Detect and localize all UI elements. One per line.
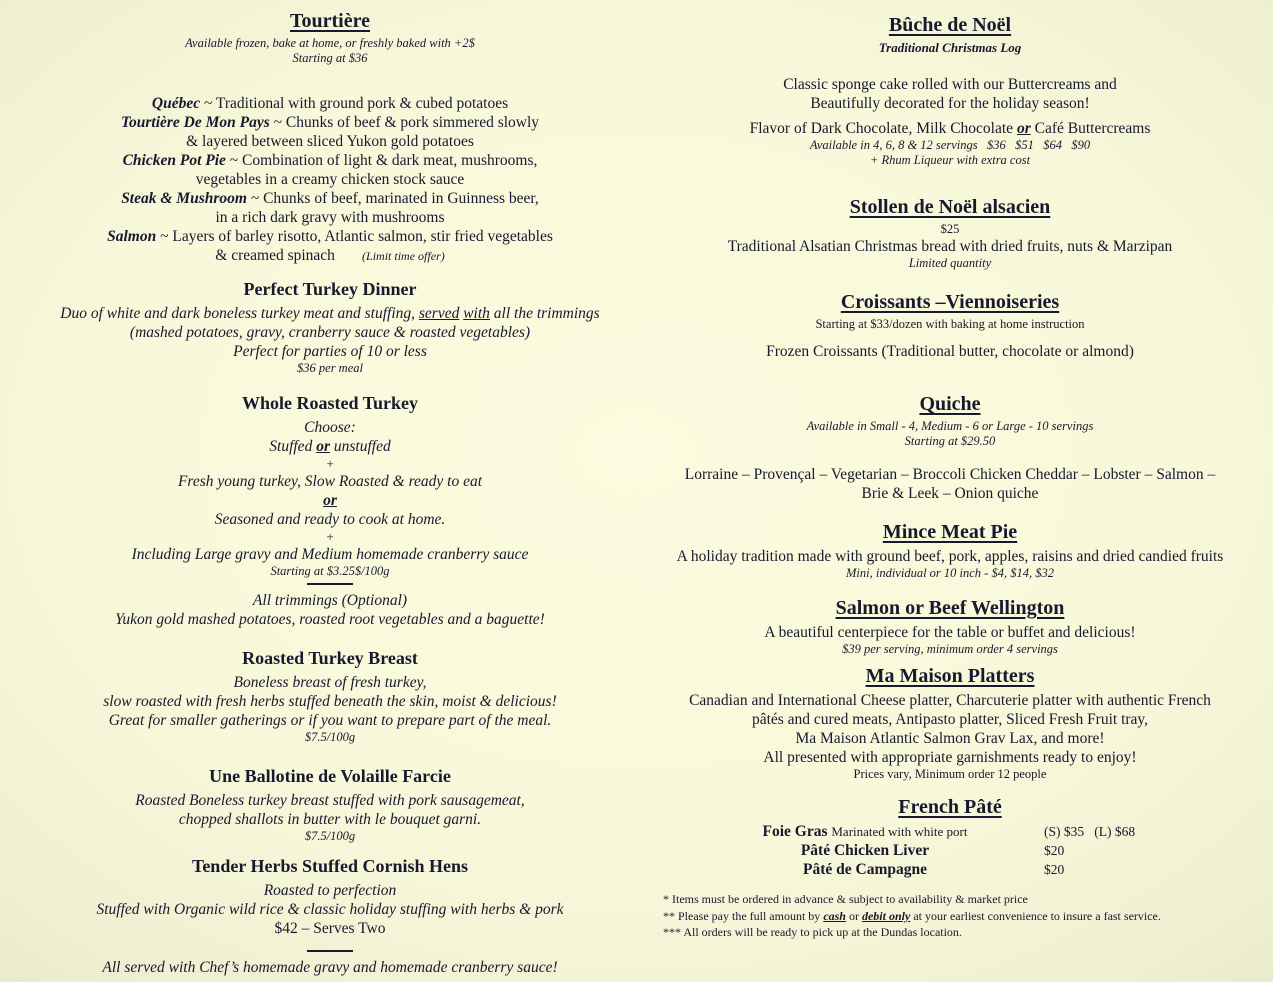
menu-line: Canadian and International Cheese platter, Charcuterie platter with authentic French <box>689 692 1211 709</box>
menu-line: $36 per meal <box>297 361 363 375</box>
menu-line <box>28 151 632 170</box>
menu-section-ma-maison-platters <box>645 663 1255 782</box>
menu-section-mince-meat-pie <box>645 519 1255 581</box>
section-title-text: Bûche de Noël <box>888 14 1012 36</box>
menu-line: + Rhum Liqueur with extra cost <box>869 153 1031 167</box>
menu-section-ballotine-volaille-farcie <box>28 763 632 844</box>
section-title <box>645 519 1255 547</box>
menu-line: Beautifully decorated for the holiday season! <box>810 95 1090 112</box>
menu-line: *** All orders will be ready to pick up at the Dundas location. <box>663 925 962 939</box>
section-title-text: Croissants –Viennoiseries <box>840 291 1060 313</box>
item-price: (S) $35 (L) $68 <box>1044 824 1136 839</box>
menu-line: A holiday tradition made with ground beef, pork, apples, raisins and dried candied fruits <box>676 548 1224 565</box>
menu-line: Starting at $29.50 <box>904 434 996 448</box>
text-segment: or <box>1016 120 1031 137</box>
price-table <box>690 822 1210 879</box>
menu-line: + <box>325 529 335 544</box>
section-title <box>645 794 1255 822</box>
menu-line <box>28 246 632 266</box>
text-segment: Pâté Chicken Liver <box>800 842 930 859</box>
item-price: $20 <box>1044 843 1065 858</box>
menu-line: in a rich dark gravy with mushrooms <box>215 209 445 226</box>
menu-section-salmon-beef-wellington <box>645 595 1255 657</box>
text-segment: ** Please pay the full amount by <box>663 908 824 923</box>
section-title-text: Salmon or Beef Wellington <box>835 597 1065 619</box>
text-segment: debit only <box>861 908 911 923</box>
menu-line <box>307 950 353 956</box>
menu-line <box>28 66 632 94</box>
menu-line: Classic sponge cake rolled with our Buttercreams and <box>783 76 1117 93</box>
left-column <box>28 8 632 977</box>
text-segment: ~ Combination of light & dark meat, mushrooms, <box>225 152 538 169</box>
menu-line: All served with Chef’s homemade gravy and homemade cranberry sauce! <box>102 959 558 976</box>
section-title-text: Perfect Turkey Dinner <box>243 279 417 299</box>
section-title-text: Tourtière <box>290 10 370 32</box>
item-name <box>690 822 1040 841</box>
menu-line: Frozen Croissants (Traditional butter, chocolate or almond) <box>766 343 1134 360</box>
section-title <box>28 645 632 673</box>
text-segment: (Limit time offer) <box>362 249 445 263</box>
menu-line: Available in 4, 6, 8 & 12 servings $36 $51 $64 $90 <box>809 138 1091 152</box>
section-title <box>645 663 1255 691</box>
menu-line: Stuffed with Organic wild rice & classic holiday stuffing with herbs & pork <box>96 901 564 918</box>
menu-line: Available in Small - 4, Medium - 6 or Large - 10 servings <box>806 419 1094 433</box>
menu-line: Limited quantity <box>908 256 992 270</box>
section-title <box>645 595 1255 623</box>
section-title <box>28 763 632 791</box>
menu-line: Great for smaller gatherings or if you want to prepare part of the meal. <box>108 712 552 729</box>
section-title-text: Une Ballotine de Volaille Farcie <box>209 766 451 786</box>
text-segment: or <box>845 908 862 923</box>
menu-line: Traditional Alsatian Christmas bread with dried fruits, nuts & Marzipan <box>727 238 1173 255</box>
menu-line: pâtés and cured meats, Antipasto platter, Sliced Fresh Fruit tray, <box>751 711 1149 728</box>
section-title <box>645 289 1255 317</box>
menu-line: Boneless breast of fresh turkey, <box>233 674 427 691</box>
menu-line <box>645 55 1255 75</box>
menu-line <box>307 583 353 589</box>
menu-line: Yukon gold mashed potatoes, roasted root vegetables and a baguette! <box>115 611 545 628</box>
section-title-text: Whole Roasted Turkey <box>241 393 419 413</box>
section-title-text: Tender Herbs Stuffed Cornish Hens <box>191 856 469 876</box>
text-segment: served <box>418 305 460 322</box>
menu-line: * Items must be ordered in advance & subject to availability & market price <box>663 892 1028 906</box>
menu-line <box>645 449 1255 465</box>
menu-line: + <box>325 456 335 471</box>
menu-line: Brie & Leek – Onion quiche <box>861 485 1039 502</box>
text-segment: ~ Chunks of beef, marinated in Guinness beer, <box>246 190 539 207</box>
section-title-text: Mince Meat Pie <box>882 521 1018 543</box>
text-segment: Québec <box>151 95 201 112</box>
menu-section-french-pate <box>645 794 1255 879</box>
section-title <box>645 391 1255 419</box>
menu-line: Roasted Boneless turkey breast stuffed with pork sausagemeat, <box>135 792 525 809</box>
menu-line: slow roasted with fresh herbs stuffed beneath the skin, moist & delicious! <box>103 693 557 710</box>
menu-section-buche-de-noel <box>645 12 1255 168</box>
menu-line: Traditional Christmas Log <box>878 40 1022 55</box>
price-row <box>690 841 1210 860</box>
menu-section-tourtiere <box>28 8 632 266</box>
text-segment: with <box>463 305 490 322</box>
menu-line: Including Large gravy and Medium homemade cranberry sauce <box>131 546 529 563</box>
text-segment: cash <box>823 908 846 923</box>
section-title-text: Roasted Turkey Breast <box>242 648 418 668</box>
text-segment: Chicken Pot Pie <box>122 152 226 169</box>
menu-line <box>28 94 632 113</box>
menu-line: $39 per serving, minimum order 4 servings <box>842 642 1058 656</box>
menu-line: chopped shallots in butter with le bouquet garni. <box>178 811 482 828</box>
menu-line: Available frozen, bake at home, or freshly baked with +2$ <box>185 36 475 50</box>
text-segment: ~ Chunks of beef & pork simmered slowly <box>269 114 540 131</box>
menu-line: (mashed potatoes, gravy, cranberry sauce & roasted vegetables) <box>129 324 531 341</box>
menu-line <box>28 113 632 132</box>
right-column <box>645 12 1255 879</box>
section-title <box>28 853 632 881</box>
menu-section-quiche <box>645 391 1255 503</box>
section-title <box>28 276 632 304</box>
menu-section-perfect-turkey-dinner <box>28 276 632 376</box>
section-title-text: Stollen de Noël alsacien <box>849 196 1051 218</box>
menu-line <box>645 119 1255 138</box>
section-title <box>645 194 1255 222</box>
item-name <box>690 860 1040 879</box>
menu-line <box>663 908 1255 925</box>
text-segment: & creamed spinach <box>215 247 363 264</box>
section-title <box>645 12 1255 40</box>
text-segment: Foie Gras <box>762 823 832 840</box>
text-segment: at your earliest convenience to insure a fast service. <box>910 908 1161 923</box>
text-segment: Stuffed <box>269 438 317 455</box>
menu-line: Mini, individual or 10 inch - $4, $14, $32 <box>846 566 1054 580</box>
section-title <box>28 390 632 418</box>
menu-line: Starting at $36 <box>292 51 368 65</box>
menu-line: Starting at $3.25$/100g <box>270 564 390 578</box>
menu-line: $7.5/100g <box>304 829 356 843</box>
menu-line: Perfect for parties of 10 or less <box>233 343 427 360</box>
price-row <box>690 822 1210 841</box>
menu-section-cornish-hens <box>28 853 632 977</box>
section-title-text: Quiche <box>919 393 981 415</box>
menu-line: & layered between sliced Yukon gold potatoes <box>186 133 474 150</box>
footnotes <box>663 891 1255 941</box>
menu-line: Lorraine – Provençal – Vegetarian – Broccoli Chicken Cheddar – Lobster – Salmon – <box>684 466 1216 483</box>
text-segment: Duo of white and dark boneless turkey meat and stuffing, <box>60 305 419 322</box>
text-segment: all the trimmings <box>489 305 600 322</box>
menu-line: All presented with appropriate garnishments ready to enjoy! <box>763 749 1137 766</box>
menu-line: $25 <box>940 222 960 236</box>
item-price: $20 <box>1044 862 1065 877</box>
text-segment: unstuffed <box>330 438 391 455</box>
section-title-text: Ma Maison Platters <box>865 665 1035 687</box>
menu-line <box>28 227 632 246</box>
text-segment: Steak & Mushroom <box>121 190 247 207</box>
menu-section-croissants-viennoiseries <box>645 289 1255 361</box>
menu-line: or <box>323 492 337 509</box>
menu-line: Roasted to perfection <box>263 882 397 899</box>
menu-line: A beautiful centerpiece for the table or buffet and delicious! <box>764 624 1136 641</box>
text-segment: Flavor of Dark Chocolate, Milk Chocolate <box>749 120 1017 137</box>
menu-section-stollen <box>645 194 1255 271</box>
menu-line: $7.5/100g <box>304 730 356 744</box>
text-segment: Café Buttercreams <box>1030 120 1151 137</box>
menu-line: Ma Maison Atlantic Salmon Grav Lax, and more! <box>795 730 1105 747</box>
menu-line: Fresh young turkey, Slow Roasted & ready to eat <box>177 473 483 490</box>
menu-line <box>645 332 1255 342</box>
item-name <box>690 841 1040 860</box>
text-segment: ~ Layers of barley risotto, Atlantic salmon, stir fried vegetables <box>156 228 553 245</box>
section-title <box>28 8 632 36</box>
menu-line: Prices vary, Minimum order 12 people <box>853 767 1047 781</box>
menu-line: Seasoned and ready to cook at home. <box>214 511 446 528</box>
menu-line: Starting at $33/dozen with baking at home instruction <box>815 317 1085 331</box>
text-segment: Tourtière De Mon Pays <box>120 114 270 131</box>
menu-line: Choose: <box>304 419 356 436</box>
text-segment: or <box>316 438 330 455</box>
text-segment: Marinated with white port <box>831 824 968 839</box>
price-row <box>690 860 1210 879</box>
menu-line <box>28 938 632 946</box>
menu-line <box>28 304 632 323</box>
menu-line: $42 – Serves Two <box>274 920 386 937</box>
section-title-text: French Pâté <box>898 796 1002 818</box>
menu-section-whole-roasted-turkey <box>28 390 632 629</box>
menu-line: vegetables in a creamy chicken stock sauce <box>195 171 465 188</box>
text-segment: Salmon <box>107 228 157 245</box>
menu-section-roasted-turkey-breast <box>28 645 632 745</box>
menu-line: All trimmings (Optional) <box>252 592 408 609</box>
text-segment: ~ Traditional with ground pork & cubed potatoes <box>200 95 509 112</box>
menu-line <box>28 437 632 456</box>
text-segment: Pâté de Campagne <box>803 861 927 878</box>
menu-line <box>28 189 632 208</box>
